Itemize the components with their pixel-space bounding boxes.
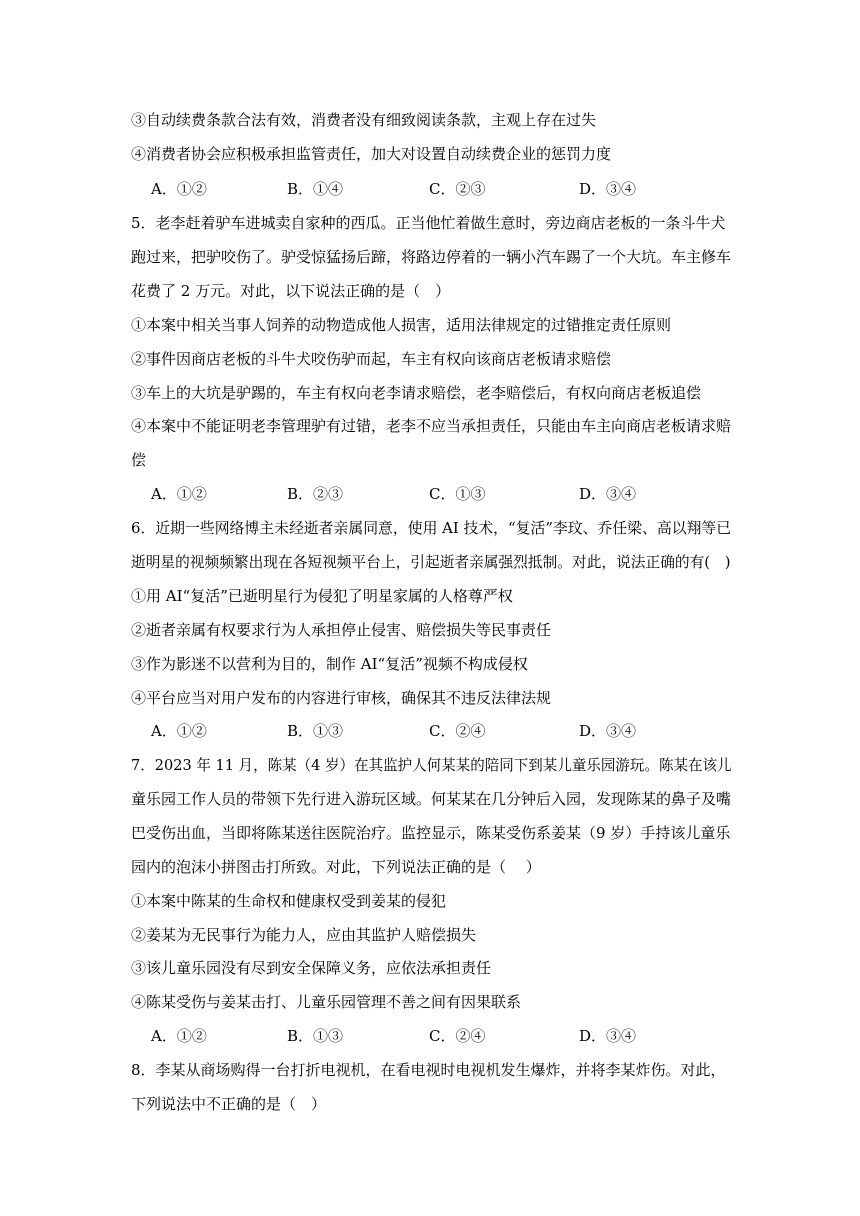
q4-item-3: ③自动续费条款合法有效，消费者没有细致阅读条款，主观上存在过失 — [131, 111, 597, 129]
q7-item: ①本案中陈某的生命权和健康权受到姜某的侵犯 — [131, 892, 447, 910]
q6-item: ①用 AI“复活”已逝明星行为侵犯了明星家属的人格尊严权 — [131, 587, 513, 605]
q4-option-d: D．③④ — [579, 180, 637, 198]
q6-option-c: C．②④ — [429, 722, 486, 740]
q6-option-a: A．①② — [151, 722, 207, 740]
q5-stem-line: 花费了 2 万元。对此，以下说法正确的是（ ） — [131, 282, 451, 300]
q7-item: ③该儿童乐园没有尽到安全保障义务，应依法承担责任 — [131, 959, 492, 977]
q5-options — [151, 484, 711, 504]
q7-options — [151, 1026, 711, 1046]
q5-stem-line: 5．老李赶着驴车进城卖自家种的西瓜。正当他忙着做生意时，旁边商店老板的一条斗牛犬 — [131, 214, 726, 232]
q6-option-b: B．①③ — [287, 722, 344, 740]
q7-stem-line: 童乐园工作人员的带领下先行进入游玩区域。何某某在几分钟后入园，发现陈某的鼻子及嘴 — [131, 790, 732, 808]
q6-item: ②逝者亲属有权要求行为人承担停止侵害、赔偿损失等民事责任 — [131, 621, 552, 639]
q5-item: ①本案中相关当事人饲养的动物造成他人损害，适用法律规定的过错推定责任原则 — [131, 316, 672, 334]
q7-option-b: B．①③ — [287, 1027, 344, 1045]
q7-item: ④陈某受伤与姜某击打、儿童乐园管理不善之间有因果联系 — [131, 993, 522, 1011]
q6-item: ④平台应当对用户发布的内容进行审核，确保其不违反法律法规 — [131, 689, 552, 707]
q8-stem-line: 下列说法中不正确的是（ ） — [131, 1095, 327, 1113]
q5-option-b: B．②③ — [287, 485, 344, 503]
q4-option-c: C．②③ — [429, 180, 486, 198]
q8-stem-line: 8．李某从商场购得一台打折电视机，在看电视时电视机发生爆炸，并将李某炸伤。对此， — [131, 1061, 726, 1079]
q4-item-4: ④消费者协会应积极承担监管责任，加大对设置自动续费企业的惩罚力度 — [131, 145, 612, 163]
q6-stem-line: 6．近期一些网络博主未经逝者亲属同意，使用 AI 技术，“复活”李玟、乔任梁、高以翔等已 — [131, 519, 732, 537]
q5-item-wrap: 偿 — [131, 451, 147, 469]
q5-item: ③车上的大坑是驴踢的，车主有权向老李请求赔偿，老李赔偿后，有权向商店老板追偿 — [131, 384, 702, 402]
q6-option-d: D．③④ — [579, 722, 637, 740]
q6-stem-line: 逝明星的视频频繁出现在各短视频平台上，引起逝者亲属强烈抵制。对此，说法正确的有( ) — [131, 553, 731, 571]
q4-option-b: B．①④ — [287, 180, 344, 198]
q7-option-a: A．①② — [151, 1027, 207, 1045]
q5-item: ②事件因商店老板的斗牛犬咬伤驴而起，车主有权向该商店老板请求赔偿 — [131, 350, 612, 368]
q4-options — [151, 179, 711, 199]
q7-option-d: D．③④ — [579, 1027, 637, 1045]
q7-option-c: C．②④ — [429, 1027, 486, 1045]
q7-stem-line: 7．2023 年 11 月，陈某（4 岁）在其监护人何某某的陪同下到某儿童乐园游玩。陈某在该儿 — [131, 756, 732, 774]
q5-item: ④本案中不能证明老李管理驴有过错，老李不应当承担责任，只能由车主向商店老板请求赔 — [131, 417, 732, 435]
q5-option-c: C．①③ — [429, 485, 486, 503]
q5-option-d: D．③④ — [579, 485, 637, 503]
q5-option-a: A．①② — [151, 485, 207, 503]
q7-item: ②姜某为无民事行为能力人，应由其监护人赔偿损失 — [131, 926, 477, 944]
q7-stem-line: 园内的泡沫小拼图击打所致。对此，下列说法正确的是（ ） — [131, 858, 541, 876]
q6-item: ③作为影迷不以营利为目的，制作 AI“复活”视频不构成侵权 — [131, 655, 528, 673]
q7-stem-line: 巴受伤出血，当即将陈某送往医院治疗。监控显示，陈某受伤系姜某（9 岁）手持该儿童乐 — [131, 824, 731, 842]
q4-option-a: A．①② — [151, 180, 207, 198]
q6-options — [151, 721, 711, 741]
q5-stem-line: 跑过来，把驴咬伤了。驴受惊猛扬后蹄，将路边停着的一辆小汽车踢了一个大坑。车主修车 — [131, 248, 732, 266]
